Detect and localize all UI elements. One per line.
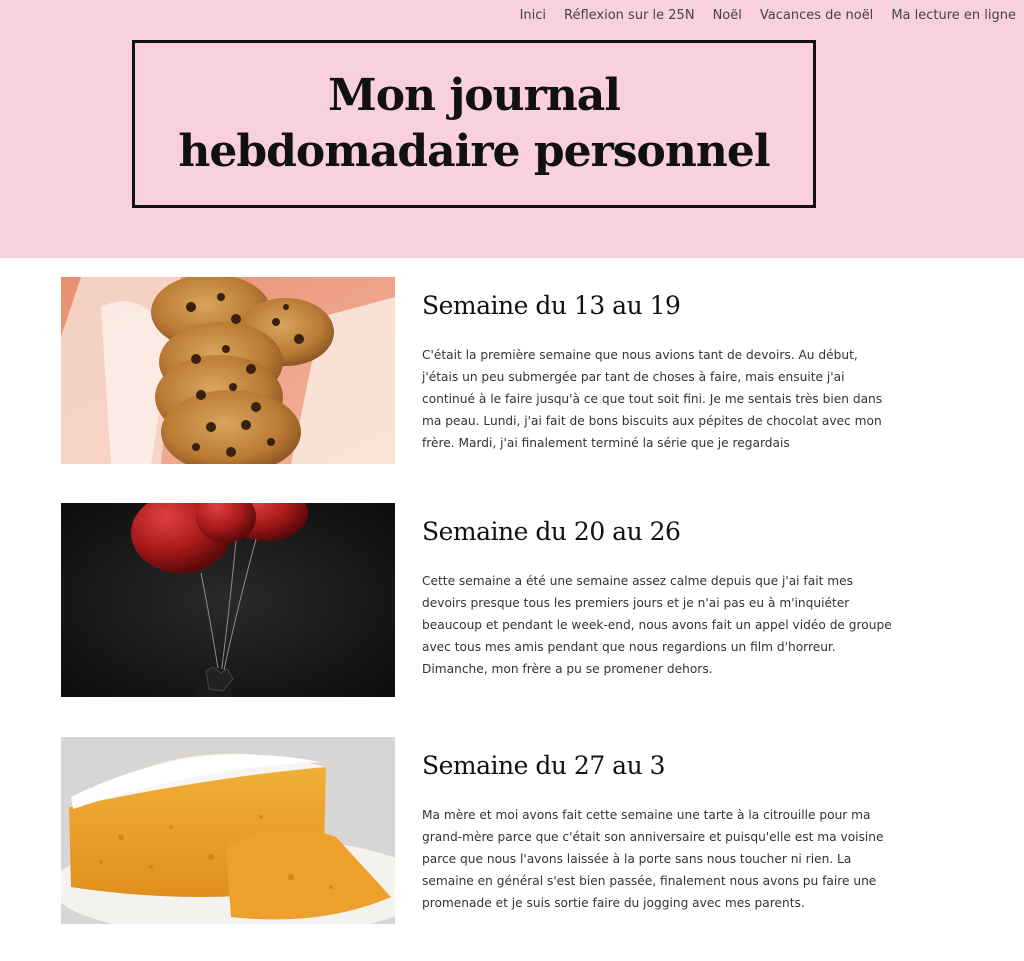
cookies-image [61, 277, 395, 464]
nav-item-vacances-de-noel[interactable]: Vacances de noël [759, 8, 874, 23]
post-body [422, 277, 892, 454]
cake-image [61, 737, 395, 924]
site-title-line-1: Mon journal [327, 70, 620, 121]
nav-item-inici[interactable]: Inici [519, 8, 547, 23]
post-title[interactable]: Semaine du 27 au 3 [422, 751, 666, 780]
post-excerpt: Cette semaine a été une semaine assez calme depuis que j'ai fait mes devoirs presque tous les premiers jours et je n'ai pas eu à m'inquiéter beaucoup et pendant le week-end, nous avons fait un appel vidéo de groupe avec tous mes amis pendant que nous regardions un film d'horreur. Dimanche, mon frère a pu se promener dehors. [422, 574, 892, 676]
balloons-image [61, 503, 395, 697]
nav-item-noel[interactable]: Noël [712, 8, 742, 23]
top-navigation [520, 8, 1016, 23]
post-thumbnail-balloons[interactable] [61, 503, 395, 697]
site-header [0, 0, 1024, 258]
post-title[interactable]: Semaine du 20 au 26 [422, 517, 681, 546]
site-title-line-2: hebdomadaire personnel [178, 126, 770, 177]
post-excerpt: Ma mère et moi avons fait cette semaine une tarte à la citrouille pour ma grand-mère parce que c'était son anniversaire et puisqu'elle est ma voisine parce que nous l'avons laissée à la porte sans nous toucher ni rien. La semaine en général s'est bien passée, finalement nous avons pu faire une promenade et je suis sortie faire du jogging avec mes parents. [422, 808, 884, 910]
nav-item-ma-lecture-en-ligne[interactable]: Ma lecture en ligne [891, 8, 1016, 23]
site-title-box [132, 40, 816, 208]
post-title[interactable]: Semaine du 13 au 19 [422, 291, 681, 320]
post-thumbnail-cake[interactable] [61, 737, 395, 924]
site-title[interactable] [178, 68, 769, 180]
post-excerpt: C'était la première semaine que nous avions tant de devoirs. Au début, j'étais un peu submergée par tant de choses à faire, mais ensuite j'ai continué à le faire jusqu'à ce que tout soit fini. Je me sentais très bien dans ma peau. Lundi, j'ai fait de bons biscuits aux pépites de chocolat avec mon frère. Mardi, j'ai finalement terminé la série que je regardais [422, 348, 883, 450]
post-thumbnail-cookies[interactable] [61, 277, 395, 464]
nav-item-reflexion-25n[interactable]: Réflexion sur le 25N [564, 8, 695, 23]
post-body [422, 503, 892, 680]
post-body [422, 737, 892, 914]
